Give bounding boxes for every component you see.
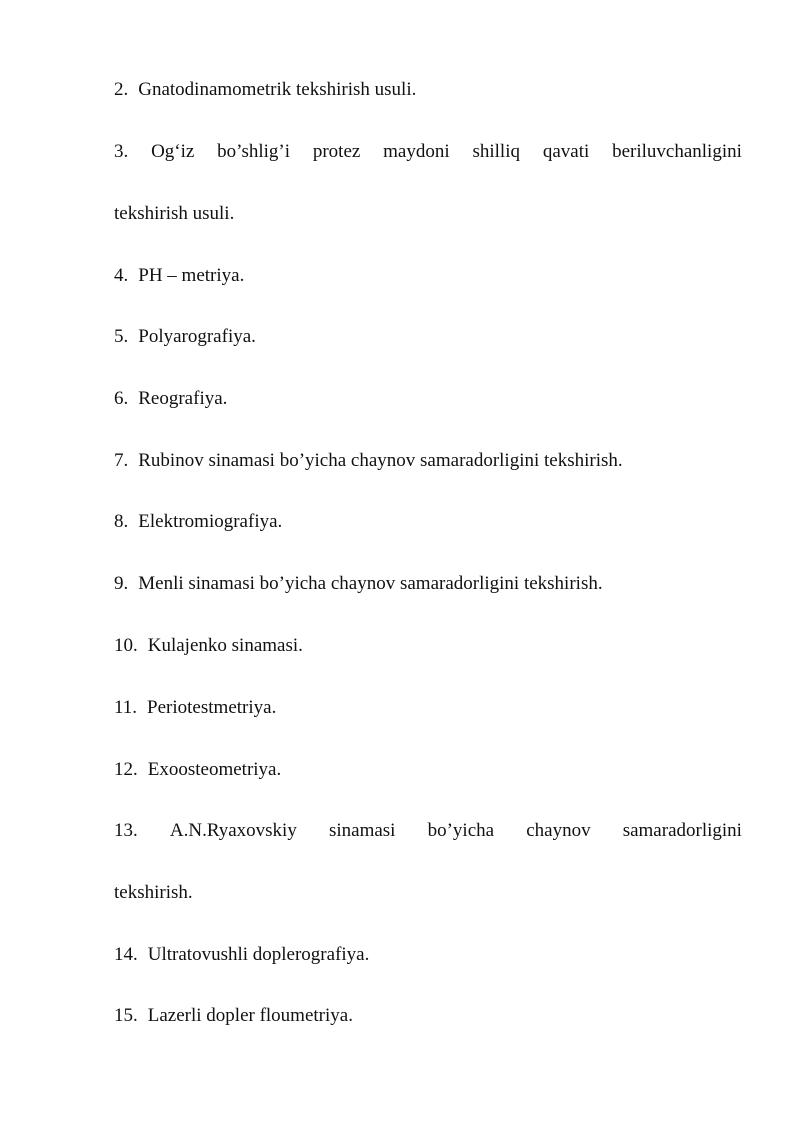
list-item-3-line-1 bbox=[114, 139, 742, 165]
item-number: 4. bbox=[114, 265, 129, 286]
list-item-6 bbox=[114, 386, 742, 412]
item-text: Lazerli dopler floumetriya. bbox=[147, 1005, 353, 1026]
item-number: 5. bbox=[114, 326, 129, 347]
item-text: Gnatodinamometrik tekshirish usuli. bbox=[138, 79, 417, 100]
list-item-4 bbox=[114, 263, 742, 289]
list-item-14 bbox=[114, 942, 742, 968]
list-item-8 bbox=[114, 509, 742, 535]
item-word: shilliq bbox=[472, 141, 520, 162]
item-number: 15. bbox=[114, 1005, 138, 1026]
item-word: samaradorligini bbox=[622, 820, 742, 841]
item-word: protez bbox=[312, 141, 361, 162]
item-word: chaynov bbox=[526, 820, 591, 841]
item-number: 10. bbox=[114, 635, 138, 656]
item-word: A.N.Ryaxovskiy bbox=[169, 820, 297, 841]
list-item-13-line-1 bbox=[114, 818, 742, 844]
item-word: Og‘iz bbox=[151, 141, 195, 162]
item-number: 2. bbox=[114, 79, 129, 100]
item-number: 11. bbox=[114, 697, 138, 718]
item-text: Ultratovushli doplerografiya. bbox=[147, 944, 370, 965]
item-text: Periotestmetriya. bbox=[147, 697, 277, 718]
item-text: Rubinov sinamasi bo’yicha chaynov samaradorligini tekshirish. bbox=[138, 450, 623, 471]
item-text: Reografiya. bbox=[138, 388, 228, 409]
item-text: Exoosteometriya. bbox=[147, 759, 282, 780]
item-number: 12. bbox=[114, 759, 138, 780]
item-text: Polyarografiya. bbox=[138, 326, 256, 347]
item-word: bo’yicha bbox=[427, 820, 495, 841]
item-number: 14. bbox=[114, 944, 138, 965]
item-text: Elektromiografiya. bbox=[138, 511, 283, 532]
item-text: PH – metriya. bbox=[138, 265, 245, 286]
item-word: maydoni bbox=[383, 141, 450, 162]
item-word: bo’shlig’i bbox=[217, 141, 291, 162]
list-item-10 bbox=[114, 633, 742, 659]
item-number: 8. bbox=[114, 511, 129, 532]
item-number: 6. bbox=[114, 388, 129, 409]
list-item-15 bbox=[114, 1003, 742, 1029]
list-item-13-line-2 bbox=[114, 880, 742, 906]
item-text: Kulajenko sinamasi. bbox=[147, 635, 303, 656]
list-item-5 bbox=[114, 324, 742, 350]
item-word: beriluvchanligini bbox=[612, 141, 742, 162]
item-word: qavati bbox=[542, 141, 590, 162]
item-number: 3. bbox=[114, 141, 129, 162]
list-item-12 bbox=[114, 757, 742, 783]
list-item-2 bbox=[114, 77, 742, 103]
item-number: 13. bbox=[114, 820, 138, 841]
list-item-9 bbox=[114, 571, 742, 597]
list-item-11 bbox=[114, 695, 742, 721]
item-text: Menli sinamasi bo’yicha chaynov samaradorligini tekshirish. bbox=[138, 573, 603, 594]
list-item-7 bbox=[114, 448, 742, 474]
item-text-continued: tekshirish usuli. bbox=[114, 203, 235, 224]
item-text-continued: tekshirish. bbox=[114, 882, 193, 903]
list-item-3-line-2 bbox=[114, 201, 742, 227]
item-word: sinamasi bbox=[328, 820, 396, 841]
item-number: 7. bbox=[114, 450, 129, 471]
item-number: 9. bbox=[114, 573, 129, 594]
